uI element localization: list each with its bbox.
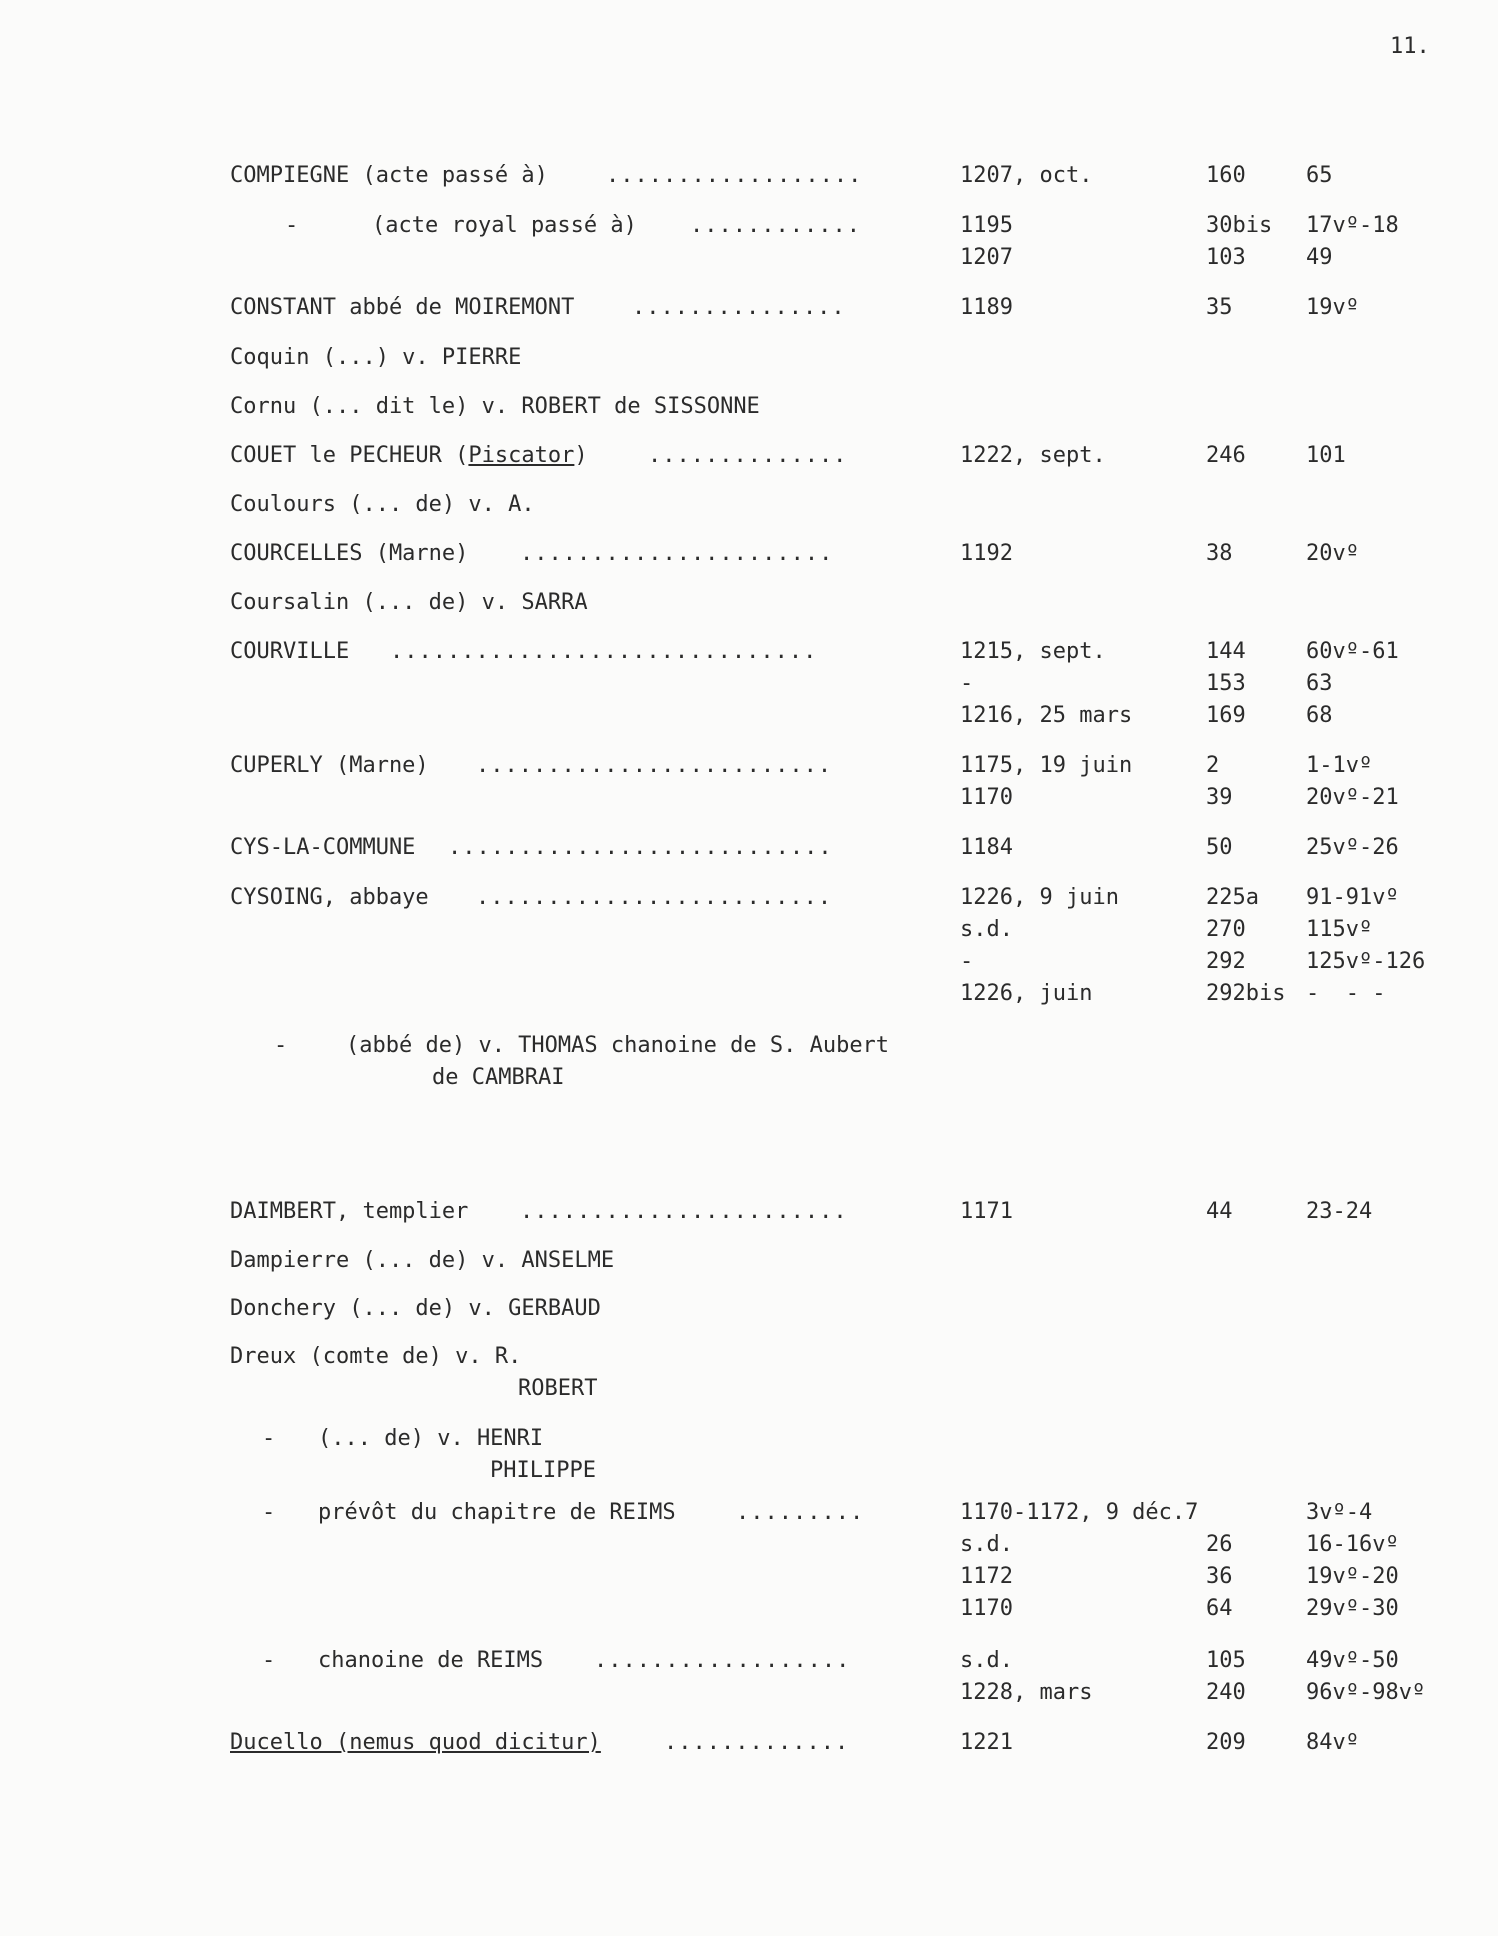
index-entries	[0, 160, 1498, 1776]
dot-leader: ...........................	[448, 835, 833, 860]
entry-dash: -	[285, 213, 299, 238]
index-entry	[0, 489, 1498, 538]
dot-leader: ......................	[520, 541, 834, 566]
entry-label: Donchery (... de) v. GERBAUD	[230, 1296, 601, 1321]
index-entry	[0, 1293, 1498, 1341]
entry-label-part: )	[574, 443, 588, 468]
entry-folio: - - -	[1306, 981, 1386, 1006]
entry-label: (... de) v. HENRI	[318, 1426, 544, 1451]
entry-label: (acte royal passé à)	[372, 213, 637, 238]
entry-act-number: 225a	[1206, 885, 1259, 910]
entry-act-number: 26	[1206, 1532, 1233, 1557]
entry-label-part: COUET le PECHEUR (	[230, 443, 469, 468]
entry-folio: 115vº	[1306, 917, 1373, 942]
index-entry	[0, 587, 1498, 636]
entry-date: 1189	[960, 295, 1013, 320]
entry-folio: 125vº-126	[1306, 949, 1426, 974]
entry-date: 1170	[960, 785, 1013, 810]
entry-date: 1192	[960, 541, 1013, 566]
index-entry	[0, 1245, 1498, 1293]
entry-folio: 23-24	[1306, 1199, 1373, 1224]
entry-folio: 1-1vº	[1306, 753, 1373, 778]
entry-act-number: 2	[1206, 753, 1220, 778]
entry-folio: 19vº	[1306, 295, 1359, 320]
entry-continuation: PHILIPPE	[490, 1458, 596, 1483]
entry-dash: -	[262, 1648, 276, 1673]
entry-date: 1222, sept.	[960, 443, 1106, 468]
entry-date: 1175, 19 juin	[960, 753, 1133, 778]
entry-label-underlined: Piscator	[468, 443, 575, 468]
entry-date: 1216, 25 mars	[960, 703, 1133, 728]
entry-label: Cornu (... dit le) v. ROBERT de SISSONNE	[230, 394, 760, 419]
entry-date: 1184	[960, 835, 1013, 860]
entry-label: prévôt du chapitre de REIMS	[318, 1500, 676, 1525]
dot-leader: .........................	[476, 885, 833, 910]
index-entry	[0, 440, 1498, 489]
entry-act-number: 50	[1206, 835, 1233, 860]
entry-date: s.d.	[960, 1532, 1013, 1557]
entry-folio: 16-16vº	[1306, 1532, 1399, 1557]
index-entry	[0, 210, 1498, 292]
entry-folio: 19vº-20	[1306, 1564, 1399, 1589]
index-entry	[0, 1727, 1498, 1776]
entry-folio: 49vº-50	[1306, 1648, 1399, 1673]
entry-label: Coquin (...) v. PIERRE	[230, 345, 522, 370]
entry-act-number: 209	[1206, 1730, 1246, 1755]
entry-folio: 17vº-18	[1306, 213, 1399, 238]
entry-label	[230, 440, 588, 472]
entry-folio: 60vº-61	[1306, 639, 1399, 664]
dot-leader: .........................	[476, 753, 833, 778]
entry-label: COURCELLES (Marne)	[230, 541, 469, 566]
index-entry	[0, 538, 1498, 587]
entry-folio: 25vº-26	[1306, 835, 1399, 860]
entry-label: Coulours (... de) v. A.	[230, 492, 535, 517]
entry-act-number: 292	[1206, 949, 1246, 974]
entry-continuation: ROBERT	[518, 1376, 598, 1401]
entry-act-number: 160	[1206, 163, 1246, 188]
entry-label: DAIMBERT, templier	[230, 1199, 469, 1224]
entry-date: 1221	[960, 1730, 1013, 1755]
index-entry	[0, 750, 1498, 832]
dot-leader: ..................	[606, 163, 863, 188]
entry-date: 1226, juin	[960, 981, 1093, 1006]
entry-folio: 65	[1306, 163, 1333, 188]
index-entry	[0, 292, 1498, 342]
entry-date: 1170	[960, 1596, 1013, 1621]
entry-label: CYS-LA-COMMUNE	[230, 835, 416, 860]
entry-act-number: 38	[1206, 541, 1233, 566]
entry-folio: 49	[1306, 245, 1333, 270]
entry-act-number: 153	[1206, 671, 1246, 696]
entry-date: 1207	[960, 245, 1013, 270]
index-entry	[0, 160, 1498, 210]
entry-label: Dampierre (... de) v. ANSELME	[230, 1248, 615, 1273]
entry-act-number: 44	[1206, 1199, 1233, 1224]
entry-label: COMPIEGNE (acte passé à)	[230, 163, 548, 188]
entry-continuation: de CAMBRAI	[432, 1065, 565, 1090]
entry-label: chanoine de REIMS	[318, 1648, 544, 1673]
index-entry	[0, 1196, 1498, 1245]
entry-folio: 91-91vº	[1306, 885, 1399, 910]
index-entry	[0, 1341, 1498, 1423]
entry-act-number: 169	[1206, 703, 1246, 728]
index-entry	[0, 832, 1498, 882]
entry-act-number: 30bis	[1206, 213, 1273, 238]
entry-act-number: 103	[1206, 245, 1246, 270]
entry-label: CUPERLY (Marne)	[230, 753, 429, 778]
entry-label: Dreux (comte de) v. R.	[230, 1344, 522, 1369]
entry-label: COURVILLE	[230, 639, 350, 664]
entry-folio: 20vº	[1306, 541, 1359, 566]
dot-leader: ...............	[632, 295, 846, 320]
index-entry	[0, 882, 1498, 1030]
entry-date: 1172	[960, 1564, 1013, 1589]
entry-act-number: 64	[1206, 1596, 1233, 1621]
index-entry	[0, 342, 1498, 391]
dot-leader: ..............	[648, 443, 848, 468]
entry-date: 1228, mars	[960, 1680, 1093, 1705]
entry-dash: -	[274, 1033, 288, 1058]
entry-date: 1215, sept.	[960, 639, 1106, 664]
entry-label: CONSTANT abbé de MOIREMONT	[230, 295, 575, 320]
entry-folio: 29vº-30	[1306, 1596, 1399, 1621]
entry-date: 1195	[960, 213, 1013, 238]
index-entry	[0, 391, 1498, 440]
entry-date: 1226, 9 juin	[960, 885, 1119, 910]
entry-label: Coursalin (... de) v. SARRA	[230, 590, 588, 615]
entry-folio: 101	[1306, 443, 1346, 468]
entry-folio: 96vº-98vº	[1306, 1680, 1426, 1705]
dot-leader: .............	[664, 1730, 850, 1755]
entry-dash: -	[262, 1426, 276, 1451]
index-entry	[0, 1030, 1498, 1196]
dot-leader: ..................	[594, 1648, 851, 1673]
entry-label: Ducello (nemus quod dicitur)	[230, 1730, 601, 1755]
entry-folio: 63	[1306, 671, 1333, 696]
entry-date: -	[960, 949, 974, 974]
entry-date: s.d.	[960, 917, 1013, 942]
dot-leader: .......................	[520, 1199, 848, 1224]
entry-act-number: 105	[1206, 1648, 1246, 1673]
index-entry	[0, 1423, 1498, 1497]
entry-date: -	[960, 671, 974, 696]
entry-folio: 3vº-4	[1306, 1500, 1373, 1525]
entry-act-number: 144	[1206, 639, 1246, 664]
entry-date: 1170-1172, 9 déc.7	[960, 1500, 1199, 1525]
entry-folio: 20vº-21	[1306, 785, 1399, 810]
entry-act-number: 246	[1206, 443, 1246, 468]
entry-act-number: 35	[1206, 295, 1233, 320]
entry-date: 1171	[960, 1199, 1013, 1224]
index-entry	[0, 1645, 1498, 1727]
entry-label: CYSOING, abbaye	[230, 885, 429, 910]
dot-leader: .........	[736, 1500, 865, 1525]
entry-folio: 84vº	[1306, 1730, 1359, 1755]
entry-act-number: 240	[1206, 1680, 1246, 1705]
dot-leader: ..............................	[390, 639, 818, 664]
index-entry	[0, 636, 1498, 750]
entry-label: (abbé de) v. THOMAS chanoine de S. Aubert	[346, 1033, 890, 1058]
entry-act-number: 270	[1206, 917, 1246, 942]
entry-date: 1207, oct.	[960, 163, 1093, 188]
entry-act-number: 36	[1206, 1564, 1233, 1589]
entry-folio: 68	[1306, 703, 1333, 728]
dot-leader: ............	[690, 213, 861, 238]
index-entry	[0, 1497, 1498, 1645]
entry-act-number: 39	[1206, 785, 1233, 810]
page-number: 11.	[1390, 34, 1430, 59]
entry-act-number: 292bis	[1206, 981, 1286, 1006]
entry-dash: -	[262, 1500, 276, 1525]
entry-date: s.d.	[960, 1648, 1013, 1673]
